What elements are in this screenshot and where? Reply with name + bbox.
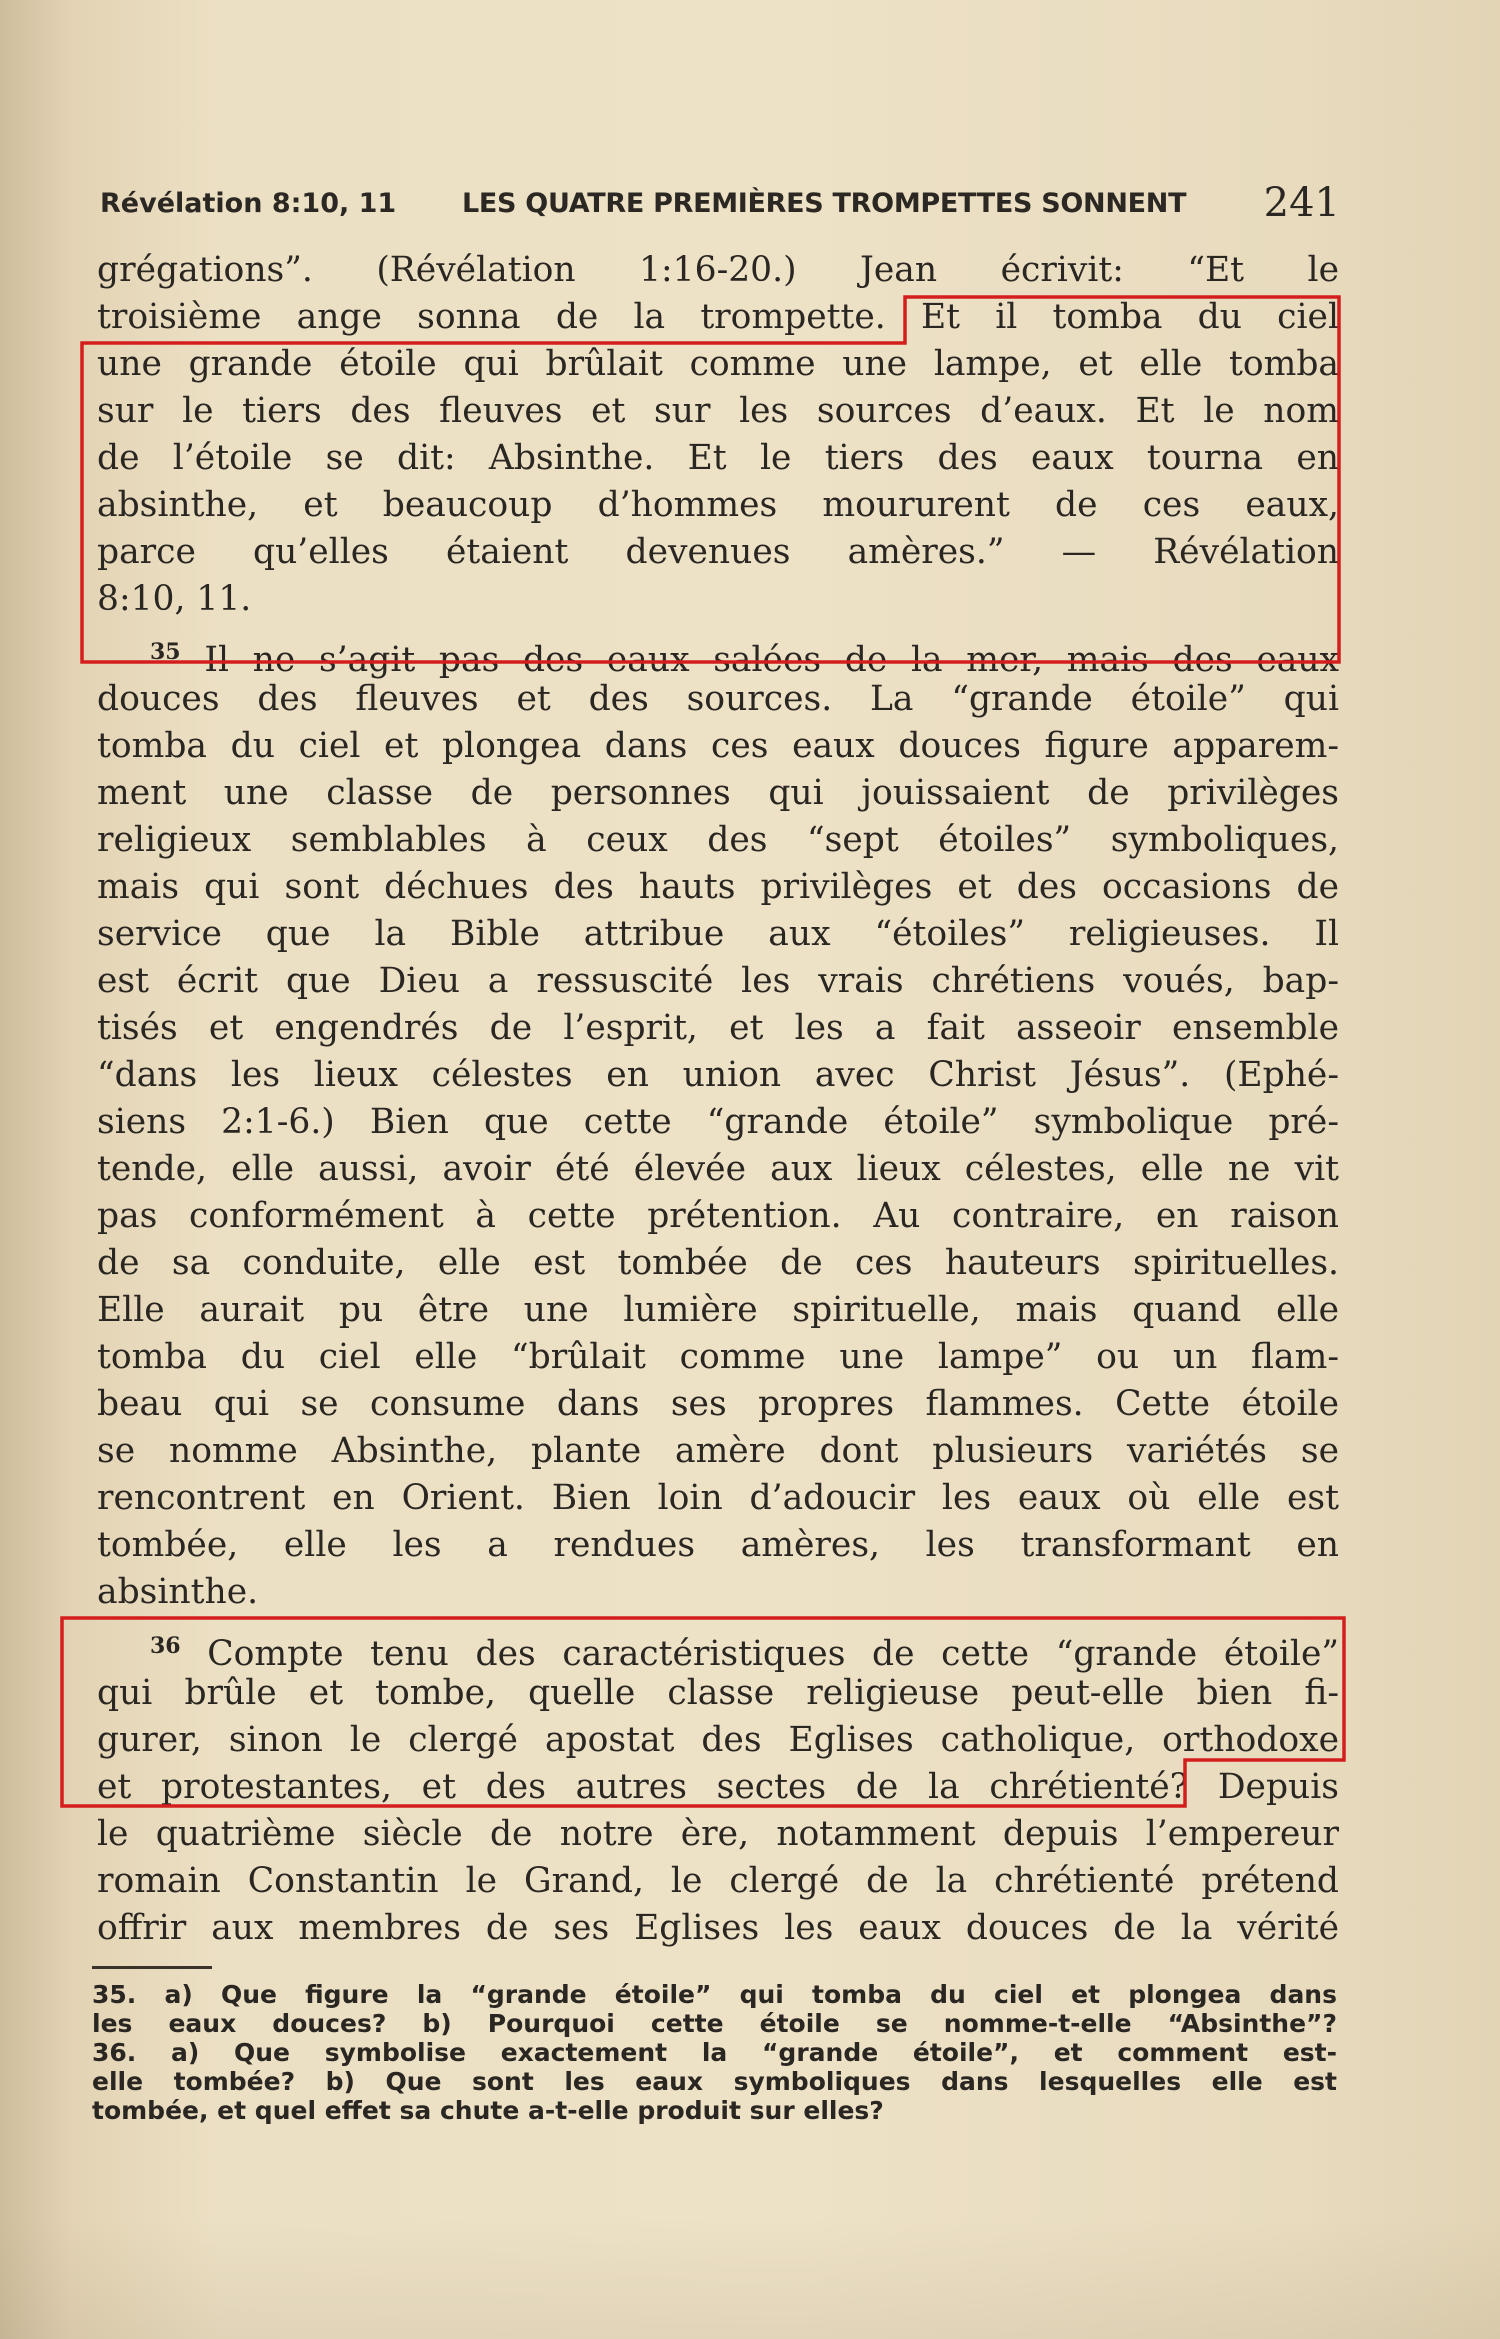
text-line: et protestantes, et des autres sectes de la chrétienté? Depuis (97, 1767, 1339, 1807)
text-line: douces des fleuves et des sources. La “grande étoile” qui (97, 679, 1339, 719)
page-number: 241 (1263, 180, 1340, 226)
footnote-line: 36. a) Que symbolise exactement la “grande étoile”, et comment est- (92, 2038, 1337, 2067)
text-line: religieux semblables à ceux des “sept étoiles” symboliques, (97, 820, 1339, 860)
text-line (150, 1622, 1339, 1674)
text-line: 8:10, 11. (97, 579, 252, 619)
text-line: beau qui se consume dans ses propres flammes. Cette étoile (97, 1384, 1339, 1424)
text-line: se nomme Absinthe, plante amère dont plusieurs variétés se (97, 1431, 1339, 1471)
running-head-reference: Révélation 8:10, 11 (100, 188, 397, 219)
footnote-line: tombée, et quel effet sa chute a-t-elle produit sur elles? (92, 2096, 884, 2125)
text-line: sur le tiers des fleuves et sur les sources d’eaux. Et le nom (97, 391, 1339, 431)
running-head-title: LES QUATRE PREMIÈRES TROMPETTES SONNENT (462, 188, 1187, 219)
text-line: tombée, elle les a rendues amères, les transformant en (97, 1525, 1339, 1565)
footnote-line: 35. a) Que figure la “grande étoile” qui tomba du ciel et plongea dans (92, 1980, 1337, 2009)
text-line: parce qu’elles étaient devenues amères.” — Révélation (97, 532, 1339, 572)
paragraph-number: 35 (150, 639, 181, 665)
text-line: une grande étoile qui brûlait comme une lampe, et elle tomba (97, 344, 1339, 384)
text-line: grégations”. (Révélation 1:16-20.) Jean écrivit: “Et le (97, 250, 1339, 290)
footnote-rule (92, 1966, 212, 1969)
text-line: siens 2:1-6.) Bien que cette “grande étoile” symbolique pré- (97, 1102, 1339, 1142)
text-line: qui brûle et tombe, quelle classe religieuse peut-elle bien fi- (97, 1673, 1339, 1713)
page-shadow (0, 2219, 1500, 2339)
text-line: romain Constantin le Grand, le clergé de la chrétienté prétend (97, 1861, 1339, 1901)
running-head (100, 180, 1340, 226)
text-line: “dans les lieux célestes en union avec Christ Jésus”. (Ephé- (97, 1055, 1339, 1095)
text-line: absinthe, et beaucoup d’hommes moururent de ces eaux, (97, 485, 1339, 525)
text-line: troisième ange sonna de la trompette. Et il tomba du ciel (97, 297, 1339, 337)
text-line: offrir aux membres de ses Eglises les eaux douces de la vérité (97, 1908, 1339, 1948)
text-line: absinthe. (97, 1572, 259, 1612)
text-line: rencontrent en Orient. Bien loin d’adoucir les eaux où elle est (97, 1478, 1339, 1518)
text-line: de sa conduite, elle est tombée de ces hauteurs spirituelles. (97, 1243, 1339, 1283)
text-line: tende, elle aussi, avoir été élevée aux lieux célestes, elle ne vit (97, 1149, 1339, 1189)
text-line: tomba du ciel elle “brûlait comme une lampe” ou un flam- (97, 1337, 1339, 1377)
footnote-line: les eaux douces? b) Pourquoi cette étoile se nomme-t-elle “Absinthe”? (92, 2009, 1337, 2038)
text-line: ment une classe de personnes qui jouissaient de privilèges (97, 773, 1339, 813)
text-line: Elle aurait pu être une lumière spirituelle, mais quand elle (97, 1290, 1339, 1330)
text-line-content: Il ne s’agit pas des eaux salées de la mer, mais des eaux (204, 640, 1339, 680)
text-line: pas conformément à cette prétention. Au contraire, en raison (97, 1196, 1339, 1236)
text-line: tisés et engendrés de l’esprit, et les a fait asseoir ensemble (97, 1008, 1339, 1048)
text-line: est écrit que Dieu a ressuscité les vrais chrétiens voués, bap- (97, 961, 1339, 1001)
text-line: tomba du ciel et plongea dans ces eaux douces figure apparem- (97, 726, 1339, 766)
text-line: gurer, sinon le clergé apostat des Eglises catholique, orthodoxe (97, 1720, 1339, 1760)
footnote-line: elle tombée? b) Que sont les eaux symboliques dans lesquelles elle est (92, 2067, 1337, 2096)
text-line: service que la Bible attribue aux “étoiles” religieuses. Il (97, 914, 1339, 954)
text-line (150, 628, 1339, 680)
text-line: de l’étoile se dit: Absinthe. Et le tiers des eaux tourna en (97, 438, 1339, 478)
text-line-content: Compte tenu des caractéristiques de cette “grande étoile” (207, 1634, 1339, 1674)
text-line: le quatrième siècle de notre ère, notamment depuis l’empereur (97, 1814, 1339, 1854)
paragraph-number: 36 (150, 1633, 181, 1659)
text-line: mais qui sont déchues des hauts privilèges et des occasions de (97, 867, 1339, 907)
